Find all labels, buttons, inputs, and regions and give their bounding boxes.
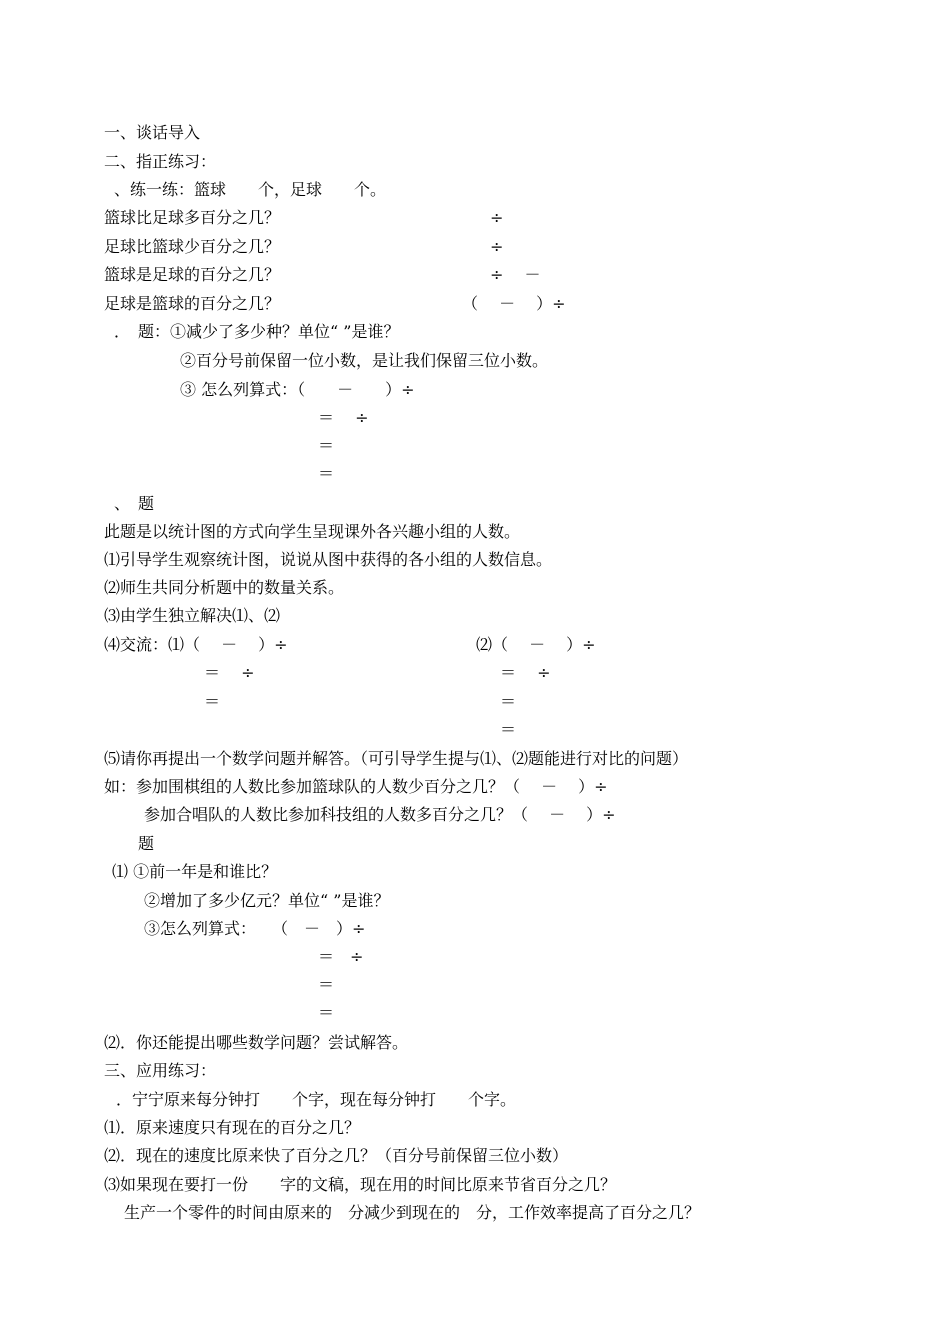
formula-text: ÷ － [490,265,541,284]
formula-text: ÷ [490,208,504,227]
text-line: ②百分号前保留一位小数，是让我们保留三位小数。 [180,351,549,370]
formula-text: （ － ）÷ [462,294,566,313]
formula-text: ⑵（ － ）÷ [476,635,596,654]
question-line: 足球比篮球少百分之几？ [104,237,281,256]
formula-text: ＝ [318,1003,335,1022]
text-line: ③ 怎么列算式：（ － ）÷ [180,380,415,399]
text-line: ． 题：①减少了多少种？单位“ ”是谁？ [114,322,400,341]
text-line: ③怎么列算式： （ － ）÷ [144,919,366,938]
section-heading-application: 三、应用练习： [104,1061,217,1080]
question-line: 足球是篮球的百分之几？ [104,294,281,313]
text-line: 、练一练：篮球 个，足球 个。 [114,180,387,199]
text-line: ⑵师生共同分析题中的数量关系。 [104,578,345,597]
text-line: ⑴ ①前一年是和谁比？ [112,862,278,881]
formula-text: ÷ [490,237,504,256]
text-line: ⑸请你再提出一个数学问题并解答。（可引导学生提与⑴、⑵题能进行对比的问题） [104,749,689,768]
text-line: 生产一个零件的时间由原来的 分减少到现在的 分，工作效率提高了百分之几？ [124,1203,701,1222]
text-line: ②增加了多少亿元？单位“ ”是谁？ [144,891,390,910]
text-line: 此题是以统计图的方式向学生呈现课外各兴趣小组的人数。 [104,522,521,541]
formula-text: ＝ ÷ [318,408,369,427]
formula-text: ＝ [500,692,517,711]
formula-text: ＝ ÷ [318,947,364,966]
question-line: 篮球是足球的百分之几？ [104,265,281,284]
section-heading-intro: 一、谈话导入 [104,123,201,142]
text-line: ⑷交流：⑴（ － ）÷ [104,635,288,654]
formula-text: ＝ ÷ [500,663,551,682]
text-line: ⑴．原来速度只有现在的百分之几？ [104,1118,361,1137]
formula-text: ＝ [318,464,335,483]
formula-text: ＝ [318,975,335,994]
text-line: 参加合唱队的人数比参加科技组的人数多百分之几？（ － ）÷ [144,805,616,824]
text-line: ⑵．现在的速度比原来快了百分之几？（百分号前保留三位小数） [104,1146,569,1165]
text-line: 题 [138,834,155,853]
text-line: ⑵．你还能提出哪些数学问题？尝试解答。 [104,1033,409,1052]
text-line: 如：参加围棋组的人数比参加篮球队的人数少百分之几？（ － ）÷ [104,777,608,796]
text-line: ⑶由学生独立解决⑴、⑵ [104,606,281,625]
section-heading-practice: 二、指正练习： [104,152,217,171]
formula-text: ＝ [500,720,517,739]
text-line: 、 题 [114,494,155,513]
question-line: 篮球比足球多百分之几？ [104,208,281,227]
formula-text: ＝ [204,692,221,711]
text-line: ⑴引导学生观察统计图，说说从图中获得的各小组的人数信息。 [104,550,553,569]
text-line: ．宁宁原来每分钟打 个字，现在每分钟打 个字。 [116,1090,517,1109]
formula-text: ＝ [318,436,335,455]
text-line: ⑶如果现在要打一份 字的文稿，现在用的时间比原来节省百分之几？ [104,1175,617,1194]
formula-text: ＝ ÷ [204,663,255,682]
